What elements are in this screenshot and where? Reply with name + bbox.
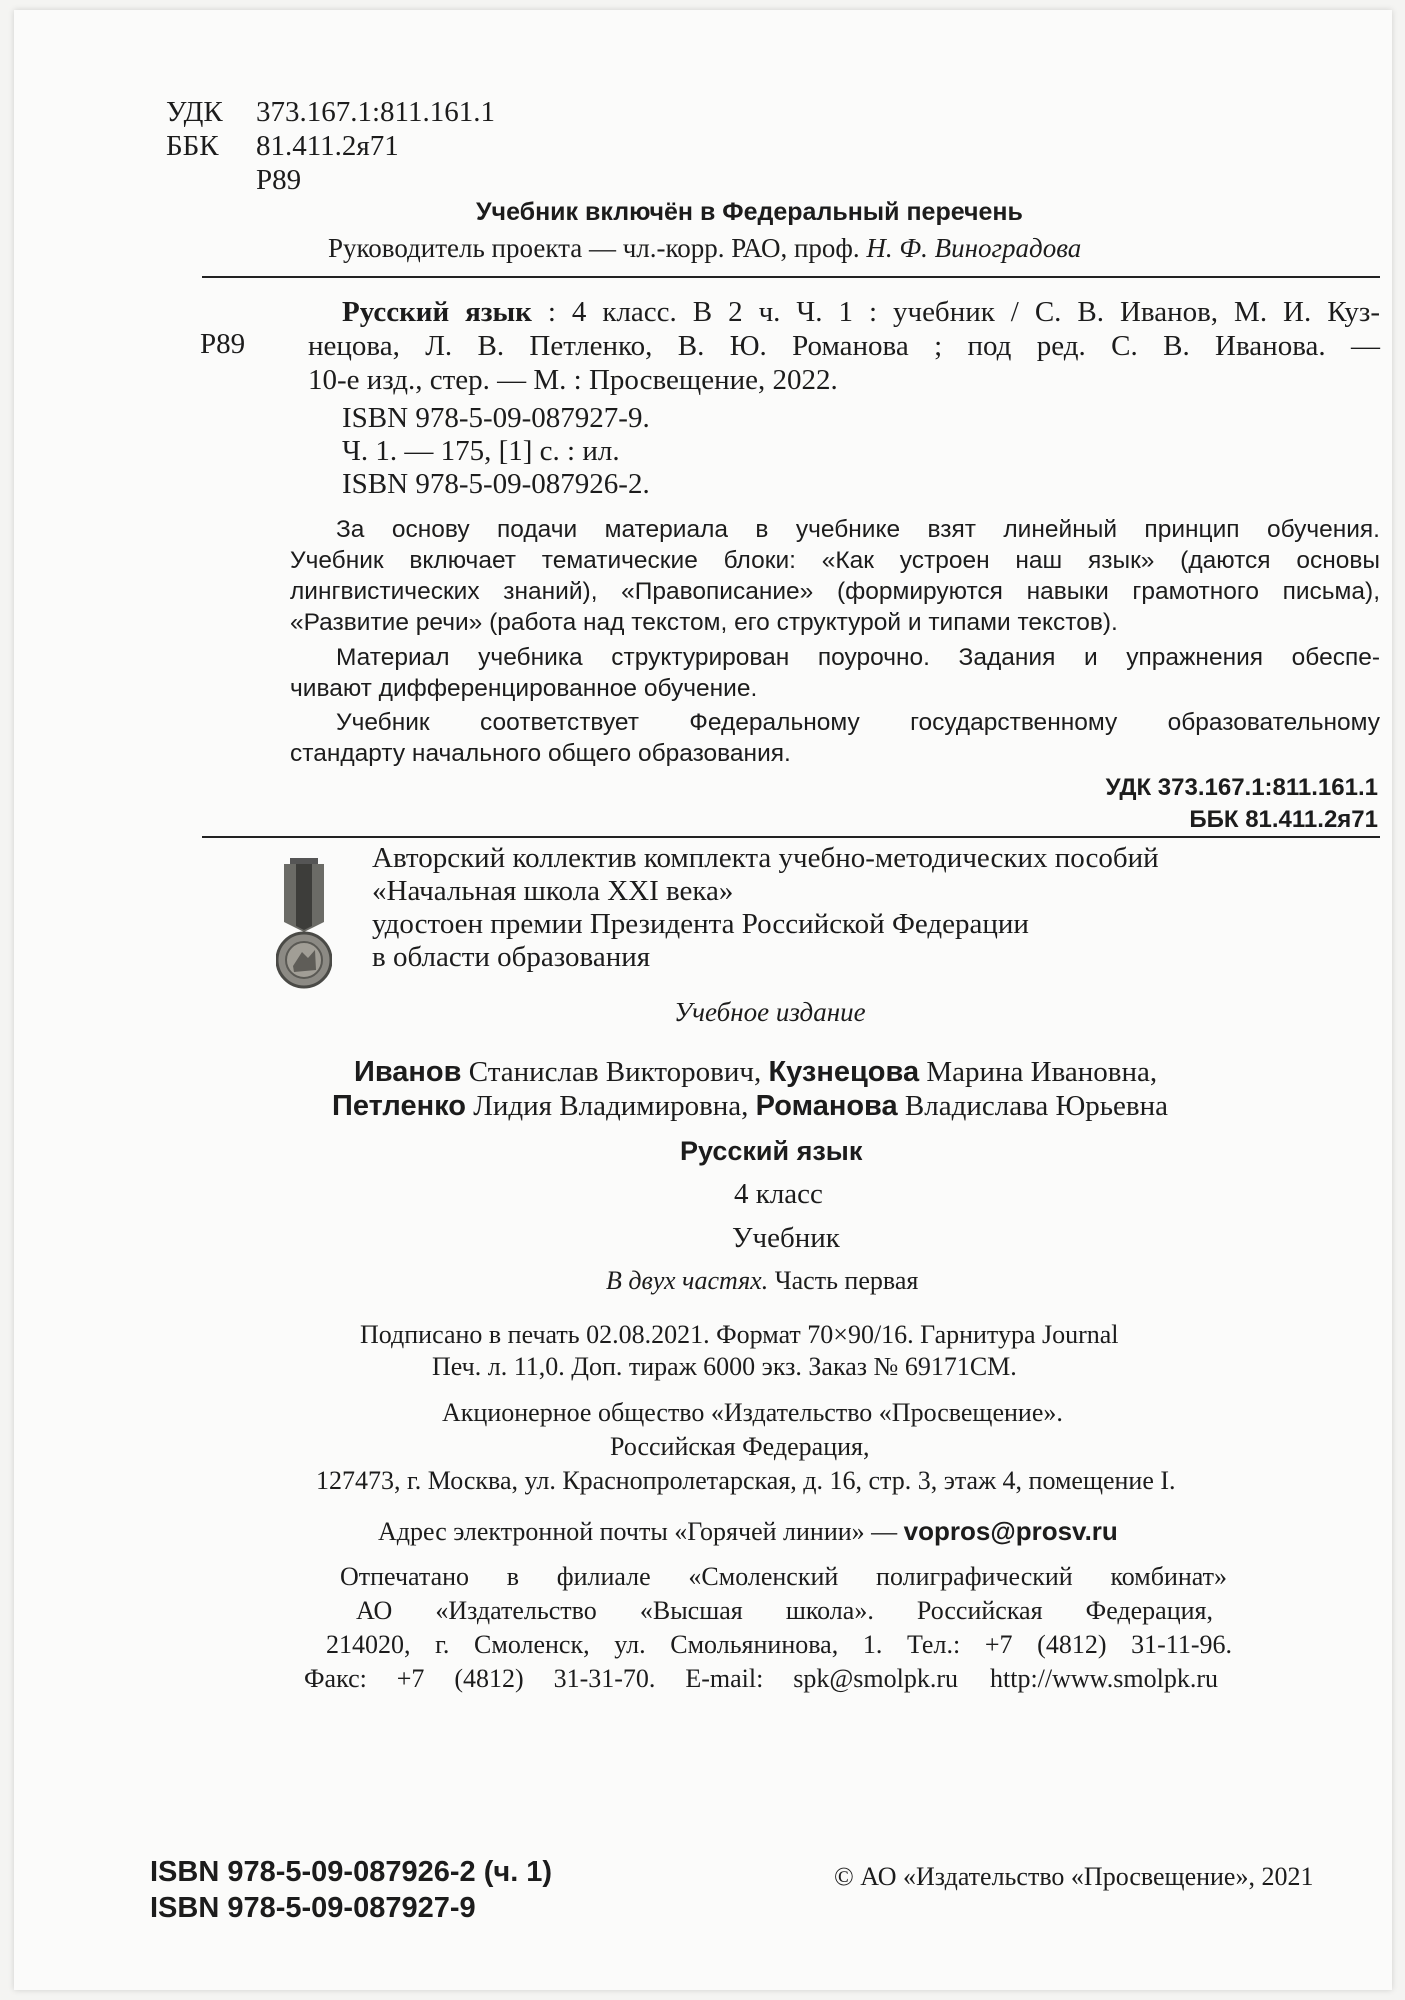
award-line-3: удостоен премии Президента Российской Федерации — [372, 908, 1029, 940]
publisher-line-2: Российская Федерация, — [610, 1432, 870, 1461]
project-lead-prefix: Руководитель проекта — чл.-корр. РАО, проф. — [328, 233, 860, 263]
edition-parts — [606, 1266, 918, 1296]
author-2-last: Кузнецова — [768, 1056, 920, 1088]
divider-middle — [202, 836, 1380, 838]
award-line-2: «Начальная школа XXI века» — [372, 875, 734, 907]
award-line-4: в области образования — [372, 941, 651, 973]
printed-fax: Факс: +7 (4812) 31-31-70. E-mail: spk@smolpk.ru — [304, 1664, 958, 1693]
printed-line-2: АО «Издательство «Высшая школа». Российская Федерация, — [356, 1596, 1213, 1625]
project-lead — [328, 233, 1081, 264]
catalog-title: Русский язык — [342, 296, 532, 328]
udk-value: 373.167.1:811.161.1 — [256, 96, 495, 128]
edition-kind: Учебник — [732, 1222, 840, 1254]
edition-parts-rest: Часть первая — [774, 1266, 919, 1295]
book-page — [14, 10, 1392, 1990]
footer-isbn-2: ISBN 978-5-09-087927-9 — [150, 1892, 476, 1924]
printed-line-1: Отпечатано в филиале «Смоленский полиграфический комбинат» — [340, 1562, 1227, 1591]
edition-parts-italic: В двух частях. — [606, 1266, 769, 1295]
catalog-mark: Р89 — [200, 328, 246, 360]
udk-label: УДК — [166, 96, 223, 128]
catalog-line-2: нецова, Л. В. Петленко, В. Ю. Романова ; под ред. С. В. Иванова. — — [308, 330, 1380, 362]
publisher-line-3: 127473, г. Москва, ул. Краснопролетарская, д. 16, стр. 3, этаж 4, помещение I. — [316, 1466, 1176, 1495]
annotation-paragraph-3: Учебник соответствует Федеральному государственному образовательному стандарту начального общего образования. — [290, 709, 1380, 767]
annotation-paragraph-2: Материал учебника структурирован поурочно. Задания и упражнения обеспе- чивают дифференцированное обучение. — [290, 644, 1380, 702]
bbk-label: ББК — [166, 130, 219, 162]
hotline-email[interactable]: vopros@prosv.ru — [903, 1516, 1118, 1546]
catalog-line-1 — [342, 296, 1380, 329]
footer-isbn-1: ISBN 978-5-09-087926-2 (ч. 1) — [150, 1856, 553, 1888]
project-lead-name: Н. Ф. Виноградова — [866, 233, 1082, 263]
bbk-value: 81.411.2я71 — [256, 130, 399, 162]
imprint-line-1: Подписано в печать 02.08.2021. Формат 70×90/16. Гарнитура Journal — [360, 1320, 1119, 1349]
divider-top — [202, 276, 1380, 278]
catalog-isbn-full: ISBN 978-5-09-087927-9. — [342, 402, 650, 434]
catalog-isbn-part: ISBN 978-5-09-087926-2. — [342, 468, 650, 500]
authors-line-1 — [354, 1056, 1157, 1089]
bbk-code: ББК 81.411.2я71 — [1189, 806, 1378, 833]
catalog-line-1-rest: : 4 класс. В 2 ч. Ч. 1 : учебник / С. В. Иванов, М. И. Куз- — [547, 296, 1381, 328]
author-4-rest: Владислава Юрьевна — [904, 1090, 1168, 1122]
publisher-line-1: Акционерное общество «Издательство «Просвещение». — [442, 1398, 1063, 1427]
author-2-rest: Марина Ивановна, — [926, 1056, 1158, 1088]
edition-grade: 4 класс — [734, 1178, 823, 1210]
annotation-paragraph-1: За основу подачи материала в учебнике взят линейный принцип обучения. Учебник включает тематические блоки: «Как устроен наш язык» (даются основы лингвистических знаний), «Правописание» (формируются навыки грамотного письма), «Развитие речи» (работа над текстом, его структурой и типами текстов). — [290, 516, 1380, 636]
author-1-last: Иванов — [354, 1056, 462, 1088]
printed-website[interactable]: http://www.smolpk.ru — [990, 1664, 1218, 1693]
medal-icon — [276, 858, 332, 992]
author-4-last: Романова — [755, 1090, 898, 1122]
catalog-part-pages: Ч. 1. — 175, [1] с. : ил. — [342, 435, 620, 467]
footer-copyright: © АО «Издательство «Просвещение», 2021 — [834, 1862, 1314, 1891]
printed-line-3: 214020, г. Смоленск, ул. Смольянинова, 1. Тел.: +7 (4812) 31-11-96. — [326, 1630, 1232, 1659]
imprint-line-2: Печ. л. 11,0. Доп. тираж 6000 экз. Заказ № 69171СМ. — [432, 1352, 1017, 1381]
author-3-rest: Лидия Владимировна, — [473, 1090, 749, 1122]
edition-title: Русский язык — [680, 1136, 863, 1166]
author-3-last: Петленко — [332, 1090, 466, 1122]
hotline — [378, 1516, 1118, 1547]
award-line-1: Авторский коллектив комплекта учебно-методических пособий — [372, 842, 1159, 874]
author-mark: Р89 — [256, 164, 302, 196]
udk-code: УДК 373.167.1:811.161.1 — [1105, 774, 1378, 801]
catalog-line-3: 10-е изд., стер. — М. : Просвещение, 2022. — [308, 364, 838, 396]
federal-list-note: Учебник включён в Федеральный перечень — [476, 198, 1023, 226]
edition-type: Учебное издание — [674, 997, 866, 1027]
authors-line-2 — [332, 1090, 1168, 1123]
author-1-rest: Станислав Викторович, — [468, 1056, 762, 1088]
hotline-prefix: Адрес электронной почты «Горячей линии» — — [378, 1517, 898, 1546]
